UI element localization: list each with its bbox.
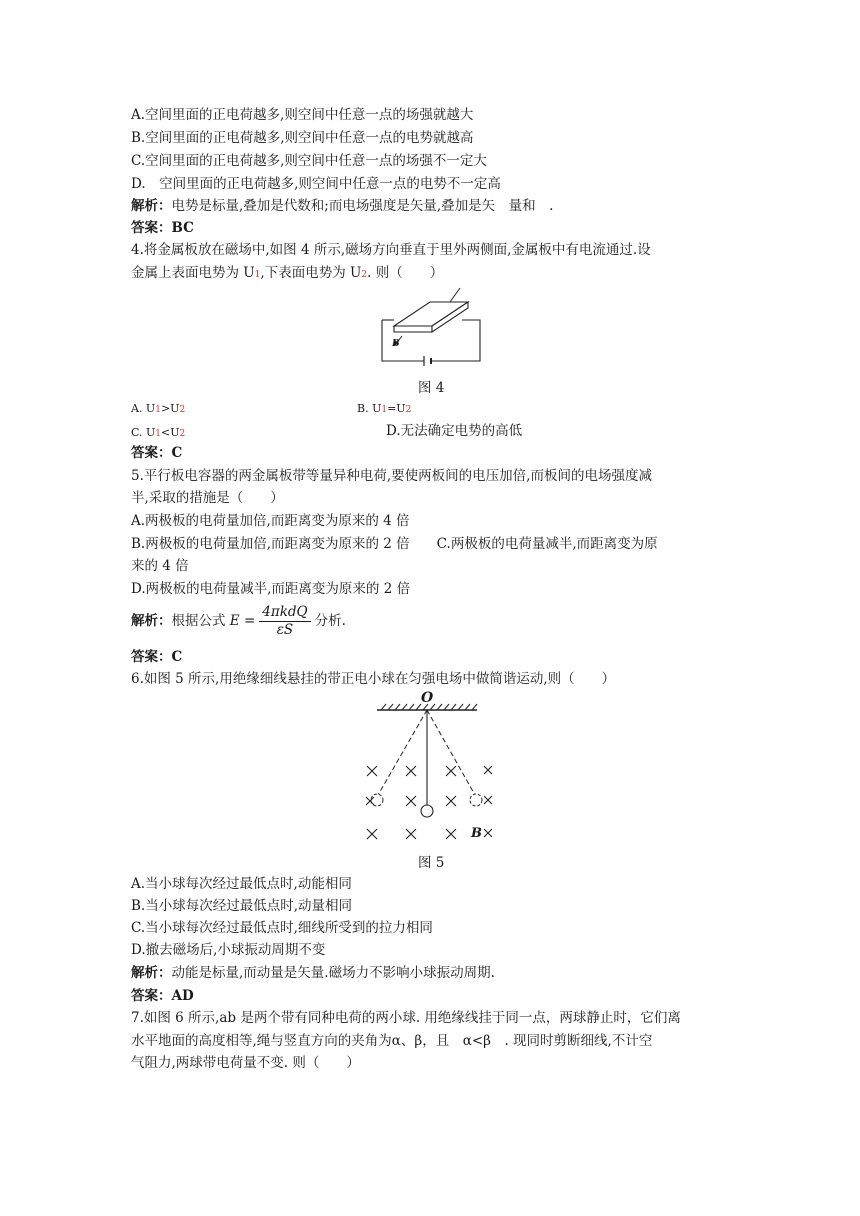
answer-label: 答案： bbox=[131, 445, 172, 461]
subscript-2: 2 bbox=[361, 270, 368, 280]
q7-stem-line2: 水平地面的高度相等,绳与竖直方向的夹角为α、β，且 α<β . 现同时剪断细线,不计空 bbox=[131, 1033, 653, 1049]
q6-stem: 6.如图 5 所示,用绝缘细线悬挂的带正电小球在匀强电场中做简谐运动,则（ ） bbox=[131, 671, 616, 687]
option-text: >U bbox=[160, 402, 180, 415]
formula-fraction bbox=[259, 604, 310, 639]
subscript: 1 bbox=[155, 429, 162, 439]
answer-value: AD bbox=[171, 988, 194, 1004]
q3-answer bbox=[131, 219, 194, 237]
q3-option-d: D. 空间里面的正电荷越多,则空间中任意一点的电势不一定高 bbox=[131, 176, 501, 192]
q4-option-b bbox=[357, 400, 411, 419]
option-text: B. U bbox=[357, 402, 382, 415]
q6-option-b: B.当小球每次经过最低点时,动量相同 bbox=[131, 898, 353, 914]
analysis-text: 根据公式 bbox=[171, 613, 226, 629]
answer-value: BC bbox=[171, 220, 194, 236]
figure-4 bbox=[380, 286, 482, 368]
option-text: C. U bbox=[131, 426, 156, 439]
q5-stem-line1: 5.平行板电容器的两金属板带等量异种电荷,要使两板间的电压加倍,而板间的电场强度减 bbox=[131, 468, 652, 484]
subscript: 2 bbox=[179, 405, 186, 415]
analysis-label: 解析： bbox=[131, 965, 172, 981]
q4-answer bbox=[131, 444, 182, 462]
q4-stem-part: 金属上表面电势为 U bbox=[131, 265, 255, 281]
q6-answer bbox=[131, 987, 194, 1005]
q4-stem-line2 bbox=[131, 264, 443, 284]
answer-value: C bbox=[171, 445, 183, 461]
option-text: =U bbox=[387, 402, 406, 415]
figure-5-caption: 图 5 bbox=[418, 855, 445, 871]
q7-stem-line1: 7.如图 6 所示,ab 是两个带有同种电荷的两小球. 用绝缘线挂于同一点，两球静止时，它们离 bbox=[131, 1010, 681, 1026]
subscript-1: 1 bbox=[254, 270, 261, 280]
figure-5-b-label: B bbox=[471, 826, 482, 841]
q5-analysis bbox=[131, 603, 346, 639]
q7-stem-line3: 气阻力,两球带电荷量不变. 则（ ） bbox=[131, 1055, 360, 1071]
formula-denominator: εS bbox=[276, 622, 294, 638]
q5-option-c-cont: 来的 4 倍 bbox=[131, 558, 189, 574]
q5-option-d: D.两极板的电荷量减半,而距离变为原来的 2 倍 bbox=[131, 581, 411, 597]
answer-label: 答案： bbox=[131, 220, 172, 236]
figure-4-b-label: B bbox=[392, 339, 400, 349]
option-text: <U bbox=[161, 426, 180, 439]
analysis-text: 动能是标量,而动量是矢量.磁场力不影响小球振动周期. bbox=[171, 965, 495, 981]
answer-label: 答案： bbox=[131, 649, 172, 665]
q4-option-a bbox=[131, 400, 185, 419]
subscript: 1 bbox=[155, 405, 161, 415]
analysis-text: 电势是标量,叠加是代数和;而电场强度是矢量,叠加是矢 量和 . bbox=[171, 198, 554, 214]
q4-option-c bbox=[131, 424, 185, 443]
q6-option-d: D.撤去磁场后,小球振动周期不变 bbox=[131, 942, 326, 958]
q5-option-b-c: B.两极板的电荷量加倍,而距离变为原来的 2 倍 C.两极板的电荷量减半,而距离变为原 bbox=[131, 536, 658, 552]
option-text: A. U bbox=[131, 402, 156, 415]
q3-option-b: B.空间里面的正电荷越多,则空间中任意一点的电势就越高 bbox=[131, 130, 474, 146]
analysis-label: 解析： bbox=[131, 613, 172, 629]
analysis-text: 分析. bbox=[314, 613, 346, 629]
answer-label: 答案： bbox=[131, 988, 172, 1004]
q4-stem-line1: 4.将金属板放在磁场中,如图 4 所示,磁场方向垂直于里外两侧面,金属板中有电流通过.设 bbox=[131, 242, 651, 258]
subscript: 1 bbox=[381, 405, 388, 415]
analysis-label: 解析： bbox=[131, 198, 172, 214]
q4-stem-part: ,下表面电势为 U bbox=[260, 265, 362, 281]
q4-stem-part: . 则（ ） bbox=[367, 265, 444, 281]
q6-option-a: A.当小球每次经过最低点时,动能相同 bbox=[131, 876, 352, 892]
q3-analysis bbox=[131, 197, 553, 215]
q5-answer bbox=[131, 648, 182, 666]
formula-lhs: E = bbox=[229, 613, 256, 629]
q3-option-c: C.空间里面的正电荷越多,则空间中任意一点的场强不一定大 bbox=[131, 153, 487, 169]
subscript: 2 bbox=[405, 405, 412, 415]
q5-stem-line2: 半,采取的措施是（ ） bbox=[131, 490, 284, 506]
q4-option-d: D.无法确定电势的高低 bbox=[386, 423, 523, 439]
q6-analysis bbox=[131, 964, 495, 982]
subscript: 2 bbox=[179, 429, 186, 439]
q3-option-a: A.空间里面的正电荷越多,则空间中任意一点的场强就越大 bbox=[131, 107, 474, 123]
figure-5-o-label: O bbox=[421, 690, 434, 706]
q5-option-a: A.两极板的电荷量加倍,而距离变为原来的 4 倍 bbox=[131, 513, 410, 529]
formula-numerator: 4πkdQ bbox=[259, 604, 310, 622]
q6-option-c: C.当小球每次经过最低点时,细线所受到的拉力相同 bbox=[131, 920, 433, 936]
answer-value: C bbox=[171, 649, 183, 665]
figure-4-caption: 图 4 bbox=[418, 380, 445, 396]
